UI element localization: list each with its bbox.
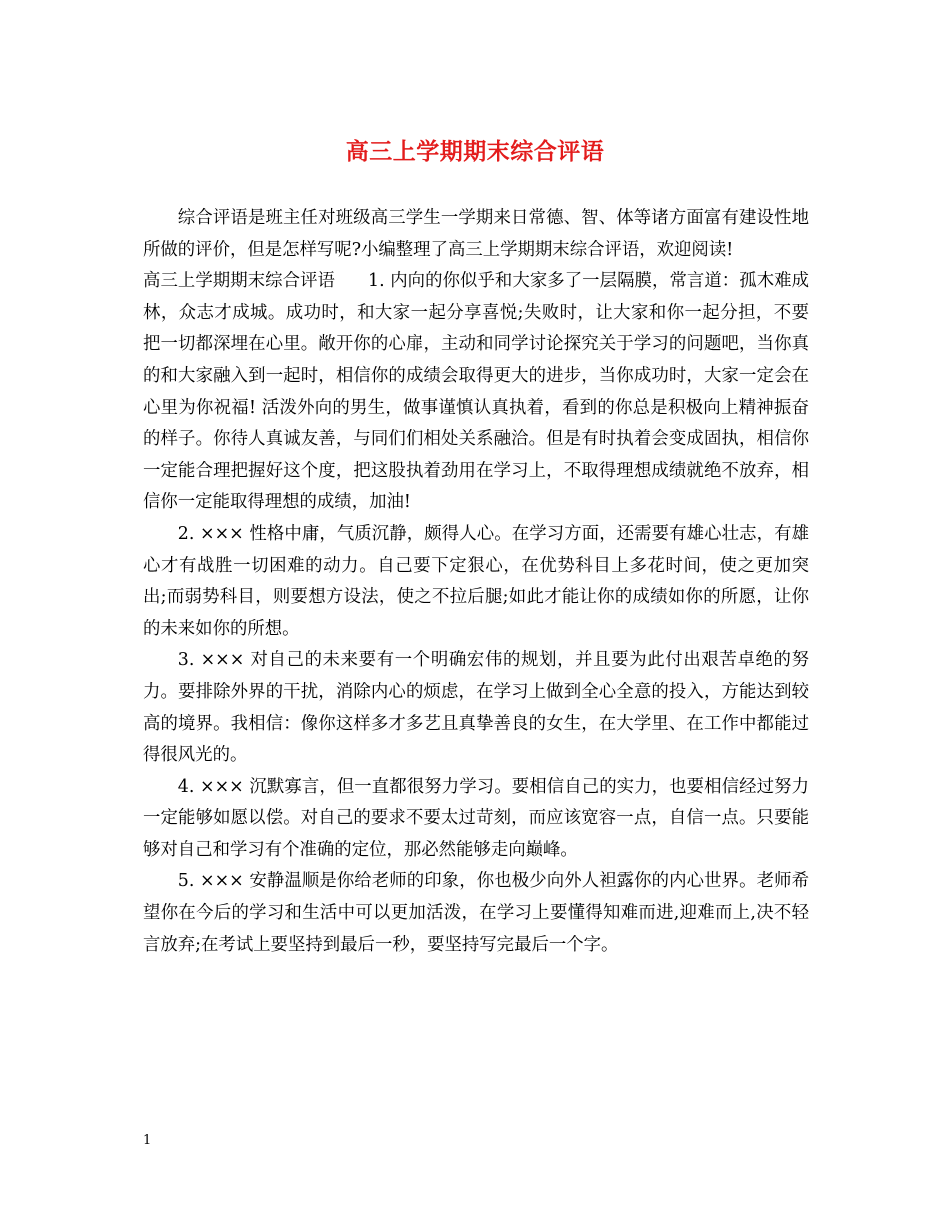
item-paragraph-5: 5. ××× 安静温顺是你给老师的印象，你也极少向外人袒露你的内心世界。老师希望你在今后的学习和生活中可以更加活泼，在学习上要懂得知难而进,迎难而上,决不轻言放弃;在考试上要坚持到最后一秒，要坚持写完最后一个字。 <box>143 871 809 955</box>
item-paragraph-1 <box>143 266 809 519</box>
section-heading: 高三上学期期末综合评语 <box>143 271 335 292</box>
document-title: 高三上学期期末综合评语 <box>345 138 605 165</box>
item-paragraph-3: 3. ××× 对自己的未来要有一个明确宏伟的规划，并且要为此付出艰苦卓绝的努力。要排除外界的干扰，消除内心的烦虑，在学习上做到全心全意的投入，方能达到较高的境界。我相信：像你这样多才多艺且真挚善良的女生，在大学里、在工作中都能过得很风光的。 <box>143 650 809 766</box>
intro-paragraph: 综合评语是班主任对班级高三学生一学期来日常德、智、体等诸方面富有建设性地所做的评价，但是怎样写呢?小编整理了高三上学期期末综合评语，欢迎阅读! <box>143 208 809 260</box>
item-text-1: 1. 内向的你似乎和大家多了一层隔膜，常言道：孤木难成林，众志才成城。成功时，和大家一起分享喜悦;失败时，让大家和你一起分担，不要把一切都深埋在心里。敞开你的心扉，主动和同学讨论探究关于学习的问题吧，当你真的和大家融入到一起时，相信你的成绩会取得更大的进步，当你成功时，大家一定会在心里为你祝福! 活泼外向的男生，做事谨慎认真执着，看到的你总是积极向上精神振奋的样子。你待人真诚友善，与同们们相处关系融洽。但是有时执着会变成固执，相信你一定能合理把握好这个度，把这股执着劲用在学习上，不取得理想成绩就绝不放弃，相信你一定能取得理想的成绩，加油! <box>143 271 809 513</box>
document-body <box>143 203 809 961</box>
page-number: 1 <box>143 1133 152 1148</box>
item-paragraph-2: 2. ××× 性格中庸，气质沉静，颇得人心。在学习方面，还需要有雄心壮志，有雄心才有战胜一切困难的动力。自己要下定狠心，在优势科目上多花时间，使之更加突出;而弱势科目，则要想方设法，使之不拉后腿;如此才能让你的成绩如你的所愿，让你的未来如你的所想。 <box>143 523 809 639</box>
item-paragraph-4: 4. ××× 沉默寡言，但一直都很努力学习。要相信自己的实力，也要相信经过努力一定能够如愿以偿。对自己的要求不要太过苛刻，而应该宽容一点，自信一点。只要能够对自己和学习有个准确的定位，那必然能够走向巅峰。 <box>143 776 809 860</box>
